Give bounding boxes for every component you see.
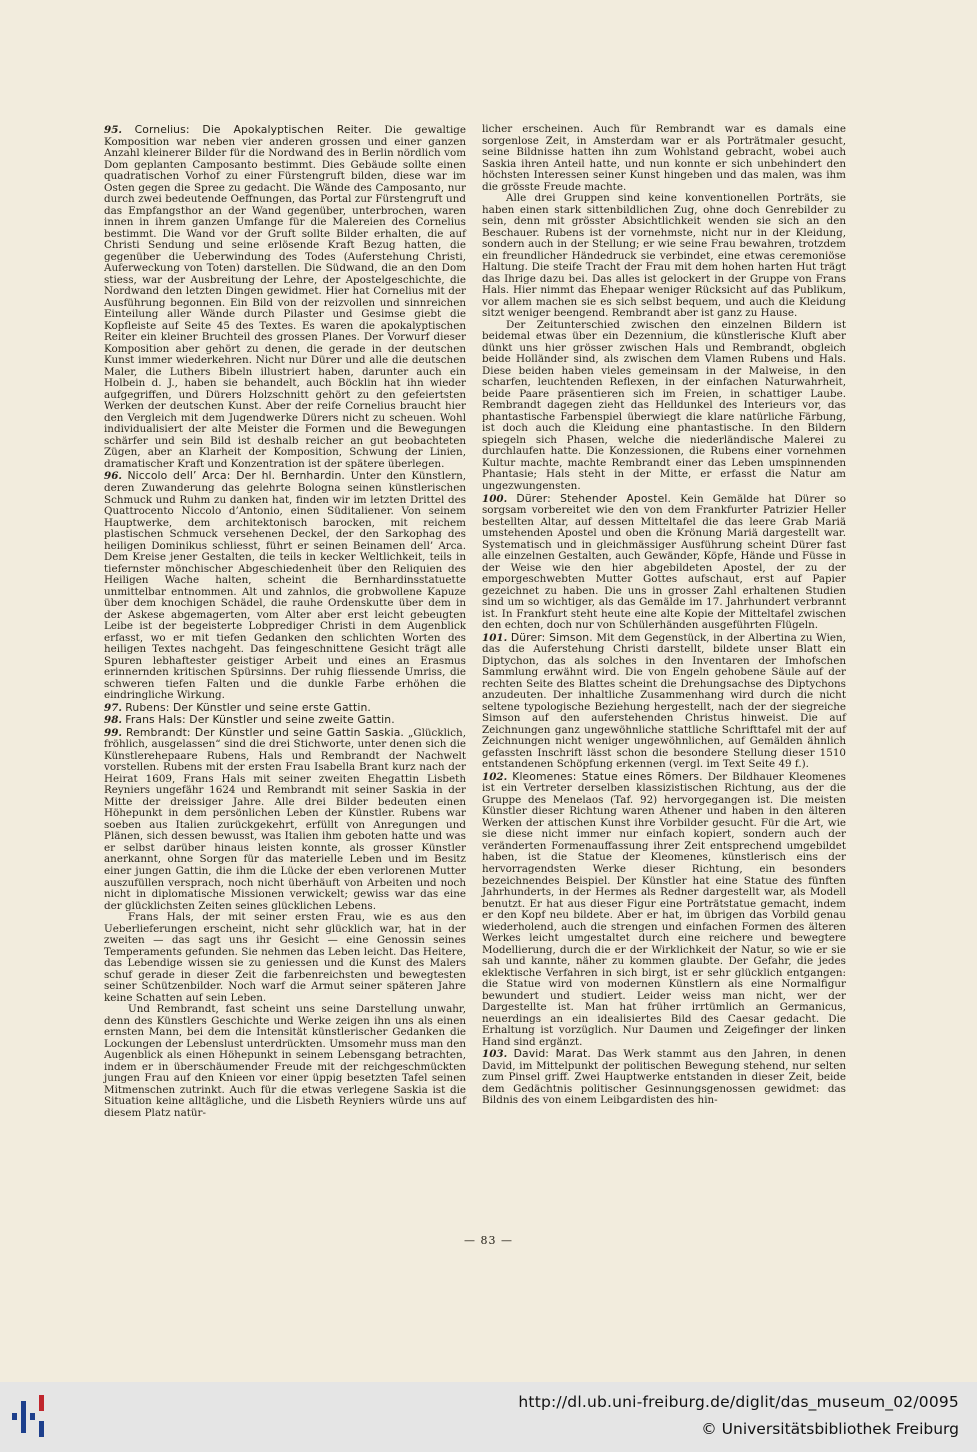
entry-heading: Rembrandt: Der Künstler und seine Gattin Saskia. bbox=[126, 725, 404, 739]
ub-freiburg-logo-icon bbox=[12, 1393, 50, 1439]
entry-102 bbox=[482, 771, 846, 1048]
entry-text: Die gewaltige Komposition war neben vier anderen grossen und einer ganzen Anzahl kleinerer Bilder für die Nordwand des in Berlin nördlich vom Dom geplanten Camposanto bestimmt. Dies Gebäude sollte einen quadratischen Vorhof zu einer Fürstengruft bilden, diese war im Osten gegen die Spree zu gedacht. Die Wände des Camposanto, nur durch zwei bedeutende Oeffnungen, das Portal zur Fürstengruft und das Empfangsthor an der Wand gegenüber, unterbrochen, waren innen in ihrem ganzen Umfange für die Malereien des Cornelius bestimmt. Die Wand vor der Gruft sollte Bilder erhalten, die auf Christi Sendung und seine erlösende Kraft Bezug hatten, die gegenüber die Ueberwindung des Todes (Auferstehung Christi, Auferweckung von Toten) darstellen. Die Südwand, die an den Dom stiess, war der Ausbreitung der Lehre, der Apostelgeschichte, die Nordwand den letzten Dingen gewidmet. Hier hat Cornelius mit der Ausführung begonnen. Ein Bild von der reizvollen und sinnreichen Einteilung aller Wände durch Pilaster und Gesimse giebt die Kopfleiste auf Seite 45 des Textes. Es waren die apokalyptischen Reiter ein kleiner Bruchteil des grossen Planes. Der Vorwurf dieser Komposition aber gehört zu denen, die gerade in der deutschen Kunst immer wiederkehren. Nicht nur Dürer und alle die deutschen Maler, die Luthers Bibeln illustriert haben, darunter auch ein Holbein d. J., haben sie behandelt, auch Böcklin hat ihn wieder aufgegriffen, und Dürers Holzschnitt gehört zu den gefeiertsten Werken der deutschen Kunst. Aber der reife Cornelius braucht hier den Vergleich mit dem Jugendwerke Dürers nicht zu scheuen. Wohl individualisiert der alte Meister die Formen und die Bewegungen schärfer und sein Bild ist deshalb reicher an gut beobachteten Zügen, aber an Klarheit der Komposition, Schwung der Linien, dramatischer Kraft und Konzentration ist der spätere überlegen. bbox=[104, 124, 466, 470]
entry-number: 98. bbox=[104, 714, 122, 727]
copyright-notice: © Universitätsbibliothek Freiburg bbox=[701, 1420, 959, 1438]
entry-99 bbox=[104, 727, 466, 912]
entry-heading: Kleomenes: Statue eines Römers. bbox=[512, 769, 703, 783]
entry-95 bbox=[104, 124, 466, 470]
entry-text: Der Bildhauer Kleomenes ist ein Vertreter derselben klassizistischen Richtung, aus der die Gruppe des Menelaos (Taf. 92) hervorgegangen ist. Die meisten Künstler dieser Richtung waren Athener und haben in den älteren Werken der attischen Kunst ihre Vorbilder gesucht. Für die Art, wie sie diese nicht immer nur einfach kopiert, sondern auch der veränderten Formenauffassung ihrer Zeit entsprechend umgebildet haben, ist die Statue der Kleomenes, künstlerisch eins der hervorragendsten Werke dieser Richtung, ein besonders bezeichnendes Beispiel. Der Künstler hat eine Statue des fünften Jahrhunderts, in der Hermes als Redner dargestellt war, als Modell benutzt. Er hat aus dieser Figur eine Porträtstatue gemacht, indem er den Kopf neu bildete. Aber er hat, im übrigen das Vorbild genau wiederholend, auch die strengen und einfachen Formen des älteren Werkes leicht umgestaltet durch eine reichere und bewegtere Modellierung, durch die er der Wirklichkeit der Natur, so wie er sie sah und kannte, näher zu kommen glaubte. Der Gefahr, die jedes eklektische Verfahren in sich birgt, ist er sehr glücklich entgangen: die Statue wird von modernen Künstlern als eine Normalfigur bewundert und studiert. Leider weiss man nicht, wer der Dargestellte ist. Man hat früher irrtümlich an Germanicus, neuerdings an ein idealisiertes Bild des Caesar gedacht. Die Erhaltung ist vorzüglich. Nur Daumen und Zeigefinger der linken Hand sind ergänzt. bbox=[482, 770, 846, 1048]
entry-103 bbox=[482, 1048, 846, 1107]
entry-heading: Cornelius: Die Apokalyptischen Reiter. bbox=[134, 123, 372, 136]
entry-heading: Niccolo dell’ Arca: Der hl. Bernhardin. bbox=[127, 469, 345, 483]
right-column bbox=[482, 124, 846, 1107]
paragraph: Und Rembrandt, fast scheint uns seine Darstellung unwahr, denn des Künstlers Geschichte und Werke zeigen ihn uns als einen ernsten Mann, bei dem die Intensität künstlerischer Gedanken die Lockungen der Lebenslust unterdrückten. Umsomehr muss man den Augenblick als einen Höhepunkt in seinem Lebensgang betrachten, indem er in überschäumender Freude mit der reichgeschmückten jungen Frau auf den Knieen vor einer üppig besetzten Tafel seinen Mitmenschen zutrinkt. Auch für die etwas verlegene Saskia ist die Situation keine alltägliche, und die Lisbeth Reyniers würde uns auf diesem Platz natür- bbox=[104, 1003, 466, 1119]
paragraph: Frans Hals, der mit seiner ersten Frau, wie es aus den Ueberlieferungen erscheint, nicht sehr glücklich war, hat in der zweiten — das sagt uns ihr Gesicht — eine Genossin seines Temperaments gefunden. Sie nehmen das Leben leicht. Das Heitere, das Lebendige wissen sie zu geniessen und die Kunst des Malers schuf gerade in dieser Zeit die farbenreichsten und bewegtesten seiner Schützenbilder. Noch warf die Armut seiner späteren Jahre keine Schatten auf sein Leben. bbox=[104, 911, 466, 1004]
entry-number: 97. bbox=[104, 701, 122, 714]
entry-text: „Glücklich, fröhlich, ausgelassen“ sind die drei Stichworte, unter denen sich die Künstlerehepaare Rubens, Hals und Rembrandt der Nachwelt vorstellen. Rubens mit der ersten Frau Isabella Brant kurz nach der Heirat 1609, Frans Hals mit seiner zweiten Ehegattin Lisbeth Reyniers ungefähr 1624 und Rembrandt mit seiner Saskia in der Mitte der dreissiger Jahre. Alle drei Bilder bedeuten einen Höhepunkt in dem persönlichen Leben der Künstler. Rubens war soeben aus Italien zurückgekehrt, erfüllt von Anregungen und Plänen, sich dessen bewusst, was Italien ihm geboten hatte und was er selbst darüber hinaus leisten konnte, als grosser Künstler anerkannt, ohne Sorgen für das materielle Leben und im Besitz einer jungen Gattin, die ihm die Lücke der eben verlorenen Mutter auszufüllen versprach, noch nicht überhäuft von Arbeiten und noch nicht in diplomatische Missionen verwickelt; gewiss war das eine der glücklichsten Zeiten seines glücklichen Lebens. bbox=[104, 726, 466, 912]
entry-number: 102. bbox=[482, 770, 508, 783]
entry-heading: Dürer: Stehender Apostel. bbox=[516, 491, 671, 505]
entry-text: Das Werk stammt aus den Jahren, in denen David, im Mittelpunkt der politischen Bewegung stehend, nur selten zum Pinsel griff. Zwei Hauptwerke entstanden in dieser Zeit, beide dem Gedächtnis politischer Gesinnungsgenossen gewidmet: das Bildnis des von einem Leibgardisten des hin- bbox=[482, 1048, 846, 1107]
paragraph: Der Zeitunterschied zwischen den einzelnen Bildern ist beidemal etwas über ein Dezennium, die künstlerische Kluft aber dünkt uns hier grösser zwischen Hals und Rembrandt, obgleich beide Holländer sind, als zwischen dem Vlamen Rubens und Hals. Diese beiden haben vieles gemeinsam in der Malweise, in den scharfen, leuchtenden Reflexen, in der einfachen Naturwahrheit, beide Paare präsentieren sich im Freien, in schattiger Laube. Rembrandt dagegen zieht das Helldunkel des Interieurs vor, das phantastische Farbenspiel überwiegt die klare natürliche Färbung, ist doch auch die Kleidung eine phantastische. In den Bildern spiegeln sich Phasen, welche die niederländische Malerei zu durchlaufen hatte. Die Konzessionen, die Rubens einer vornehmen Kultur machte, machte Rembrandt einer das Leben umspinnenden Phantasie; Hals steht in der Mitte, er erfasst die Natur am ungezwungensten. bbox=[482, 318, 846, 492]
entry-number: 101. bbox=[482, 631, 508, 644]
permalink-url[interactable]: http://dl.ub.uni-freiburg.de/diglit/das_museum_02/0095 bbox=[518, 1393, 959, 1411]
entry-101 bbox=[482, 632, 846, 771]
entry-number: 99. bbox=[104, 726, 122, 739]
entry-number: 103. bbox=[482, 1048, 508, 1061]
left-column bbox=[104, 124, 466, 1119]
page-number: — 83 — bbox=[464, 1234, 513, 1247]
entry-text: Kein Gemälde hat Dürer so sorgsam vorbereitet wie den von dem Frankfurter Patrizier Heller bestellten Altar, auf dessen Mitteltafel die das leere Grab Mariä umstehenden Apostel und oben die Krönung Mariä dargestellt war. Systematisch und in gleichmässiger Ausführung scheint Dürer fast alle einzelnen Gestalten, auch Gewänder, Köpfe, Hände und Füsse in der Weise wie den hier abgebildeten Apostel, der zu der emporgeschwebten Mutter Gottes aufschaut, erst auf Papier gezeichnet zu haben. Die uns in grosser Zahl erhaltenen Studien sind um so wichtiger, als das Gemälde im 17. Jahrhundert verbrannt ist. In Frankfurt steht heute eine alte Kopie der Mitteltafel zwischen den echten, doch nur von Schülerhänden ausgeführten Flügeln. bbox=[482, 492, 846, 632]
entry-number: 96. bbox=[104, 470, 122, 483]
entry-heading: Frans Hals: Der Künstler und seine zweite Gattin. bbox=[125, 713, 395, 727]
entry-100 bbox=[482, 493, 846, 632]
entry-text: Unter den Künstlern, deren Zuwanderung das gelehrte Bologna seinen künstlerischen Schmuck und Ruhm zu danken hat, finden wir im letzten Drittel des Quattrocento Niccolo d’Antonio, einen Süditaliener. Von seinem Hauptwerke, dem architektonisch barocken, mit reichem plastischen Schmuck versehenen Deckel, der den Sarkophag des heiligen Dominikus schliesst, führt er seinen Beinamen dell’ Arca. Dem Kreise jener Gestalten, die teils in kecker Weltlichkeit, teils in tiefernster mönchischer Abgeschiedenheit über den Reliquien des Heiligen Wache halten, scheint die Bernhardinsstatuette unmittelbar entnommen. Alt und zahnlos, die grobwollene Kapuze über dem knochigen Schädel, die rauhe Ordenskutte über dem in der Askese abgemagerten, vom Alter aber erst leicht gebeugten Leibe ist der begeisterte Lobprediger Christi in dem Augenblick erfasst, wo er mit tiefen Gedanken den schlichten Worten des heiligen Textes nachgeht. Das feingeschnittene Gesicht trägt alle Spuren lebhaftester geistiger Arbeit und eines an Erasmus erinnernden kritischen Spürsinns. Der ruhig fliessende Umriss, die schweren tiefen Falten und die dunkle Farbe erhöhen die eindringliche Wirkung. bbox=[104, 470, 467, 702]
entry-heading: Dürer: Simson. bbox=[510, 630, 593, 644]
paragraph: licher erscheinen. Auch für Rembrandt war es damals eine sorgenlose Zeit, in Amsterdam war er als Porträtmaler gesucht, seine Bildnisse hatten ihn zum Wohlstand gebracht, wobei auch Saskia ihren Anteil hatte, und nun konnte er sich unbehindert den höchsten Interessen seiner Kunst hingeben und das malen, was ihm die grösste Freude machte. bbox=[482, 123, 846, 193]
entry-heading: Rubens: Der Künstler und seine erste Gattin. bbox=[125, 700, 371, 714]
entry-number: 95. bbox=[104, 124, 122, 136]
entry-heading: David: Marat. bbox=[513, 1047, 591, 1061]
entry-number: 100. bbox=[482, 492, 508, 505]
paragraph: Alle drei Gruppen sind keine konventionellen Porträts, sie haben einen stark sittenbildlichen Zug, ohne doch Genrebilder zu sein, denn mit grösster Absichtlichkeit wenden sie sich an den Beschauer. Rubens ist der vornehmste, nicht nur in der Kleidung, sondern auch in der Stellung; er wie seine Frau bewahren, trotzdem ein freundlicher Händedruck sie verbindet, eine etwas ceremoniöse Haltung. Die steife Tracht der Frau mit dem hohen harten Hut trägt das Ihrige dazu bei. Das alles ist gelockert in der Gruppe von Frans Hals. Hier nimmt das Ehepaar weniger Rücksicht auf das Publikum, vor allem machen sie es sich selbst bequem, und auch die Kleidung sitzt weniger beengend. Rembrandt aber ist ganz zu Hause. bbox=[482, 192, 846, 320]
entry-96 bbox=[104, 470, 466, 701]
entry-text: Mit dem Gegenstück, in der Albertina zu Wien, das die Auferstehung Christi darstellt, bildete unser Blatt ein Diptychon, das als solches in den Inventaren der Imhofschen Sammlung erwähnt wird. Die von Engeln gehobene Säule auf der rechten Seite des Blattes scheint die Drehungsachse des Diptychons anzudeuten. Der inhaltliche Zusammenhang wird durch die nicht seltene typologische Beziehung hergestellt, nach der der siegreiche Simson auf den auferstehenden Christus hinweist. Die auf Zeichnungen ganz ungewöhnliche stattliche Schrifttafel mit der auf Zeichnungen nicht weniger ungewöhnlichen, auf Gemälden ähnlich gefassten Inschrift lässt schon die besondere Stellung dieser 1510 entstandenen Schöpfung erkennen (vergl. im Text Seite 49 f.). bbox=[482, 631, 846, 771]
footer-bar bbox=[0, 1382, 977, 1452]
